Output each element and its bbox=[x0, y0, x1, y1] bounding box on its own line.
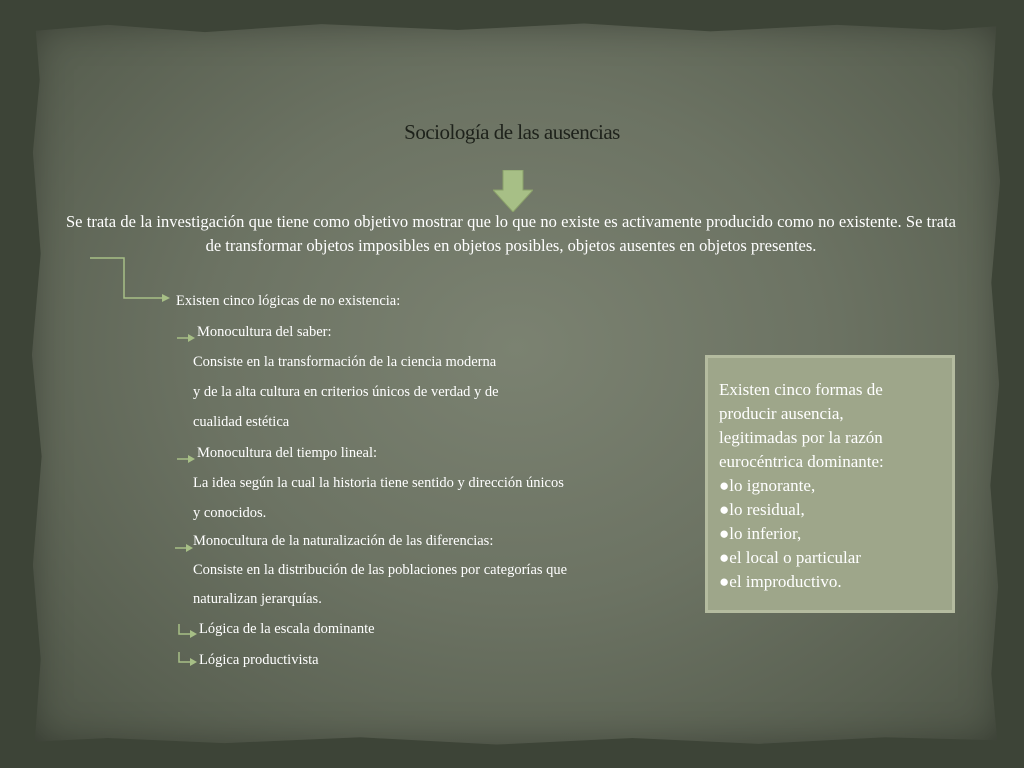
logics-heading: Existen cinco lógicas de no existencia: bbox=[176, 293, 401, 309]
box-line: eurocéntrica dominante: bbox=[719, 452, 884, 471]
item-title: Monocultura de la naturalización de las diferencias: bbox=[193, 533, 494, 549]
item-line: naturalizan jerarquías. bbox=[193, 591, 322, 607]
item-line: y de la alta cultura en criterios únicos de verdad y de bbox=[193, 384, 499, 400]
item-title: Monocultura del tiempo lineal: bbox=[197, 445, 377, 461]
box-bullet: ●lo inferior, bbox=[719, 524, 802, 543]
item-title: Monocultura del saber: bbox=[197, 324, 332, 340]
item-line: La idea según la cual la historia tiene sentido y dirección únicos bbox=[193, 475, 564, 491]
bullet-arrow-icon bbox=[177, 330, 195, 342]
bullet-arrow-icon bbox=[177, 624, 199, 640]
box-line: Existen cinco formas de bbox=[719, 380, 883, 399]
slide-title: Sociología de las ausencias bbox=[404, 120, 620, 144]
box-line: legitimadas por la razón bbox=[719, 428, 883, 447]
item-line: Consiste en la distribución de las poblaciones por categorías que bbox=[193, 562, 568, 578]
box-bullet: ●el improductivo. bbox=[719, 572, 842, 591]
item-line: cualidad estética bbox=[193, 414, 290, 430]
box-bullet: ●lo residual, bbox=[719, 500, 805, 519]
bullet-arrow-icon bbox=[177, 451, 195, 463]
intro-paragraph: Se trata de la investigación que tiene como objetivo mostrar que lo que no existe es activamente producido como no existente. Se trata de transformar objetos imposibles en objetos posibles, objetos ausentes en objetos presentes. bbox=[66, 212, 956, 255]
forms-of-absence-box bbox=[705, 355, 955, 613]
bullet-arrow-icon bbox=[175, 540, 193, 552]
box-bullet: ●el local o particular bbox=[719, 548, 861, 567]
item-title: Lógica de la escala dominante bbox=[199, 621, 375, 637]
box-line: producir ausencia, bbox=[719, 404, 844, 423]
item-line: Consiste en la transformación de la ciencia moderna bbox=[193, 354, 497, 370]
box-bullet: ●lo ignorante, bbox=[719, 476, 816, 495]
bullet-arrow-icon bbox=[177, 652, 199, 668]
item-title: Lógica productivista bbox=[199, 652, 319, 668]
item-line: y conocidos. bbox=[193, 505, 267, 521]
